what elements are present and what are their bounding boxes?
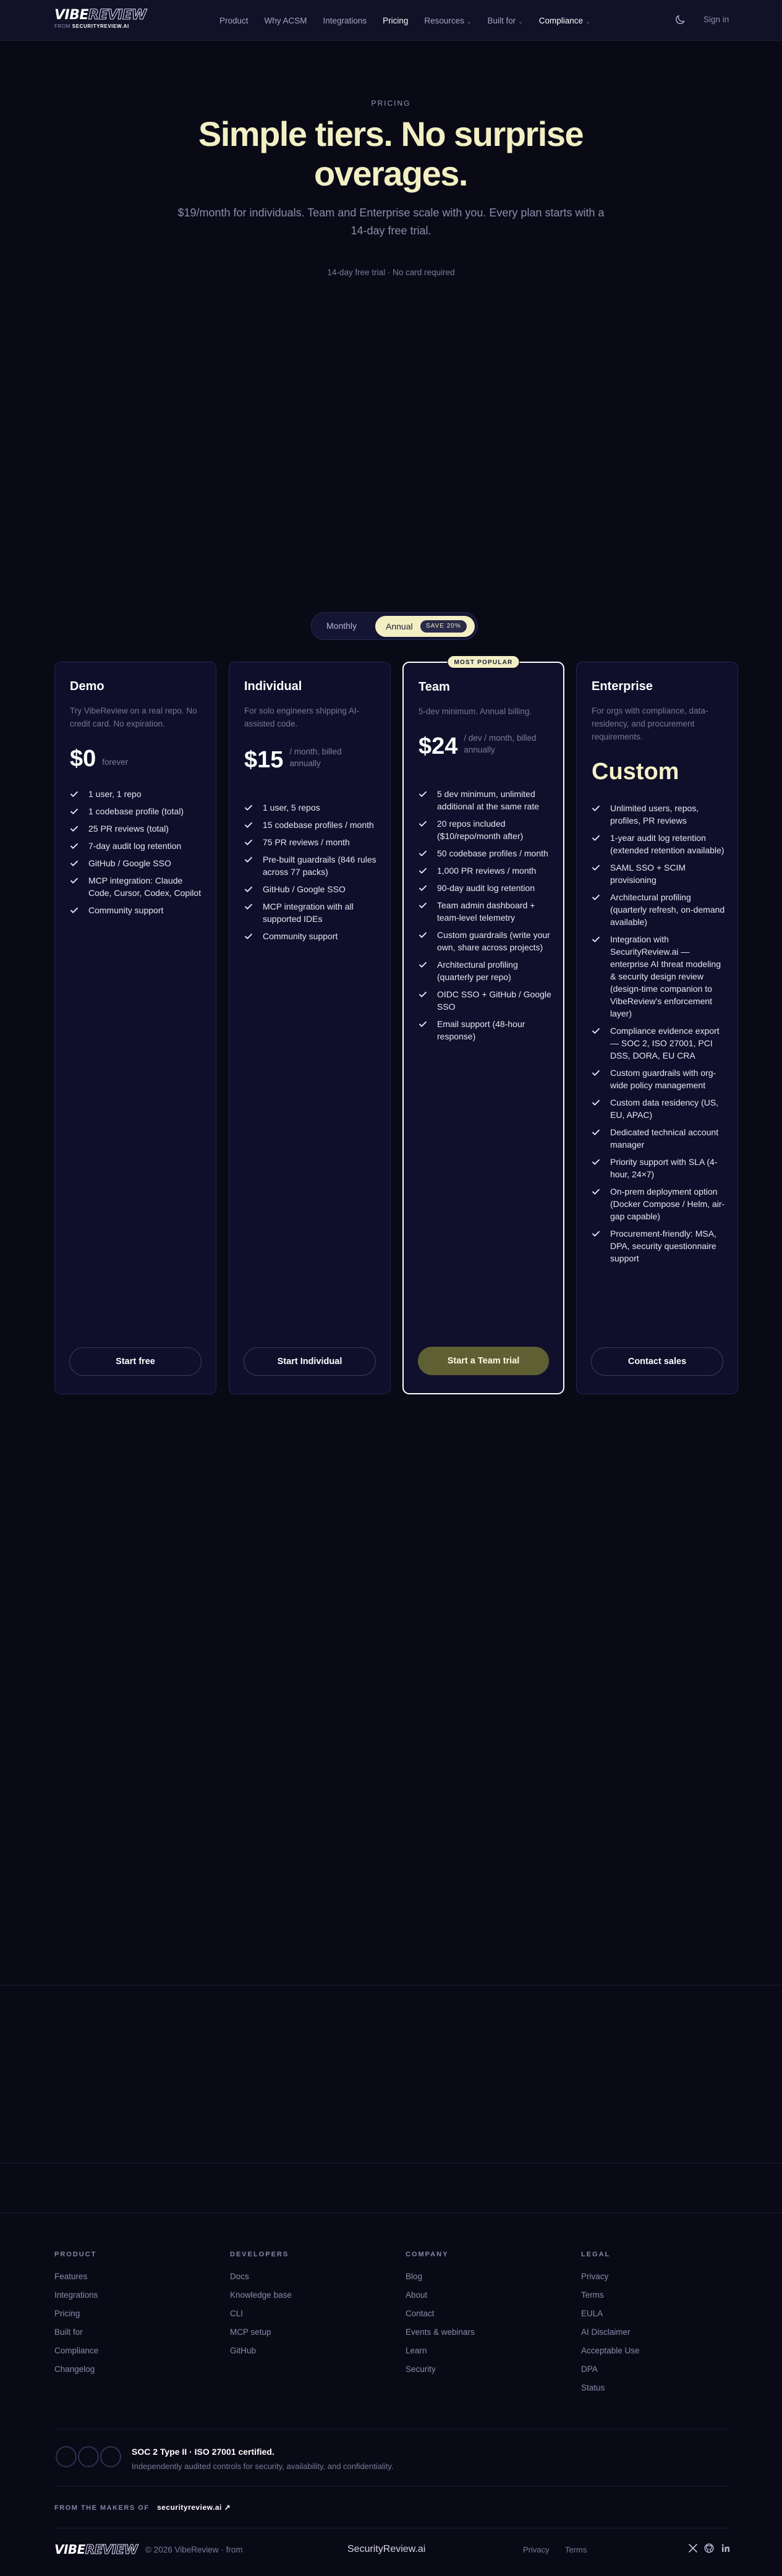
nav-link-resources-label: Resources <box>424 15 464 25</box>
footer-column-legal <box>581 2251 640 2402</box>
feature-text: On-prem deployment option (Docker Compose / Helm, air-gap capable) <box>610 1187 725 1221</box>
footer-logo[interactable] <box>54 2542 138 2557</box>
feature-item <box>592 1156 726 1180</box>
plan-description: 5-dev minimum. Annual billing. <box>419 707 532 716</box>
feature-text: 5 dev minimum, unlimited additional at the same rate <box>437 789 539 811</box>
plan-card-enterprise <box>576 662 738 1394</box>
footer-link-changelog[interactable]: Changelog <box>54 2365 95 2374</box>
plan-description: Try VibeReview on a real repo. No credit card. No expiration. <box>70 706 197 728</box>
feature-text: Community support <box>88 905 164 915</box>
nav-link-why-acsm[interactable]: Why ACSM <box>264 15 307 25</box>
feature-item <box>592 1227 726 1265</box>
plan-description: For solo engineers shipping AI-assisted code. <box>244 706 360 728</box>
logo-wordmark: VIBEREVIEW <box>54 2542 138 2557</box>
feature-item <box>244 801 379 814</box>
plan-description: For orgs with compliance, data-residency, and procurement requirements. <box>592 706 708 741</box>
footer-link-contact[interactable]: Contact <box>406 2309 435 2318</box>
footer-link-built-for[interactable]: Built for <box>54 2327 83 2337</box>
feature-text: GitHub / Google SSO <box>88 858 171 868</box>
hero-subtitle: $19/month for individuals. Team and Enterprise scale with you. Every plan starts with a 14-day free trial. <box>177 207 605 237</box>
contact-sales-button[interactable]: Contact sales <box>591 1347 723 1376</box>
chevron-down-icon: ⌄ <box>466 18 472 25</box>
feature-text: Architectural profiling (quarterly per repo) <box>437 960 518 982</box>
certification-badges-icon <box>54 2445 122 2468</box>
moon-icon[interactable] <box>674 14 686 26</box>
plan-price <box>244 746 354 773</box>
feature-list <box>244 801 379 947</box>
feature-list <box>70 788 205 921</box>
check-icon <box>592 1229 600 1238</box>
check-icon <box>70 842 79 850</box>
feature-text: Community support <box>263 931 338 941</box>
check-icon <box>592 1068 600 1077</box>
footer-link-github[interactable]: GitHub <box>230 2346 257 2355</box>
feature-text: SAML SSO + SCIM provisioning <box>610 863 686 885</box>
feature-text: Integration with SecurityReview.ai — enterprise AI threat modeling & security design review (design-time companion to VibeReview's enforcement layer) <box>610 934 721 1018</box>
feature-text: Team admin dashboard + team-level telemetry <box>437 900 535 923</box>
feature-item <box>70 788 205 800</box>
check-icon <box>70 906 79 915</box>
signin-link[interactable]: Sign in <box>703 15 729 24</box>
check-icon <box>592 1187 600 1196</box>
feature-text: GitHub / Google SSO <box>263 884 346 894</box>
top-navbar <box>0 0 782 41</box>
footer-link-knowledge-base[interactable]: Knowledge base <box>230 2290 292 2300</box>
footer-column-developers <box>230 2251 292 2365</box>
footer-link-pricing[interactable]: Pricing <box>54 2309 80 2318</box>
price-period: / dev / month, billed annually <box>464 733 537 754</box>
feature-item <box>244 819 379 831</box>
feature-item <box>419 847 552 859</box>
footer-privacy-link[interactable]: Privacy <box>523 2545 550 2554</box>
feature-item <box>592 1067 726 1091</box>
footer-link-status[interactable]: Status <box>581 2383 605 2392</box>
most-popular-badge: MOST POPULAR <box>448 655 520 668</box>
footer-link-eula[interactable]: EULA <box>581 2309 603 2318</box>
feature-item <box>592 1126 726 1151</box>
footer-link-docs[interactable]: Docs <box>230 2272 249 2281</box>
check-icon <box>592 863 600 872</box>
soc-subtitle: Independently audited controls for security, availability, and confidentiality. <box>132 2462 394 2471</box>
plan-price <box>70 746 128 772</box>
soc-title: SOC 2 Type II · ISO 27001 certified. <box>132 2447 274 2457</box>
footer-heading: LEGAL <box>581 2251 611 2258</box>
check-icon <box>419 901 427 910</box>
feature-item <box>419 929 552 953</box>
feature-item <box>592 933 726 1020</box>
plan-card-individual <box>229 662 391 1394</box>
feature-text: MCP integration with all supported IDEs <box>263 902 354 924</box>
nav-link-compliance-label: Compliance <box>538 15 584 25</box>
makers-line <box>54 2503 231 2512</box>
feature-item <box>244 900 379 925</box>
feature-item <box>592 1025 726 1062</box>
check-icon <box>592 935 600 944</box>
nav-link-resources[interactable] <box>424 16 471 25</box>
feature-item <box>419 1018 552 1043</box>
price-amount: $0 <box>70 746 96 772</box>
plan-card-demo <box>54 662 216 1394</box>
check-icon <box>419 1020 427 1028</box>
chevron-down-icon: ⌄ <box>585 18 590 25</box>
makers-prefix: FROM THE MAKERS OF <box>54 2504 150 2512</box>
price-amount: Custom <box>592 759 679 785</box>
check-icon <box>592 804 600 812</box>
toggle-annual-label: Annual <box>386 621 413 631</box>
feature-item <box>70 857 205 869</box>
footer-terms-link[interactable]: Terms <box>565 2545 587 2554</box>
feature-item <box>419 899 552 924</box>
start-team-trial-button[interactable]: Start a Team trial <box>418 1347 549 1375</box>
footer-link-features[interactable]: Features <box>54 2272 88 2281</box>
feature-item <box>70 805 205 817</box>
feature-text: 1 user, 5 repos <box>263 803 320 812</box>
linkedin-icon[interactable] <box>720 2543 731 2554</box>
check-icon <box>244 838 253 847</box>
feature-item <box>244 836 379 848</box>
feature-item <box>419 958 552 983</box>
plan-card-team <box>402 659 564 1394</box>
feature-text: OIDC SSO + GitHub / Google SSO <box>437 989 551 1012</box>
nav-link-built-for-label: Built for <box>487 15 516 25</box>
feature-item <box>592 1185 726 1222</box>
check-icon <box>419 931 427 939</box>
start-individual-button[interactable]: Start Individual <box>244 1347 376 1376</box>
footer-link-about[interactable]: About <box>406 2290 428 2300</box>
feature-text: Custom guardrails (write your own, share across projects) <box>437 930 550 952</box>
footer-link-events-webinars[interactable]: Events & webinars <box>406 2327 475 2337</box>
feature-item <box>244 883 379 895</box>
footer-heading: PRODUCT <box>54 2251 97 2258</box>
nav-links <box>219 0 606 41</box>
check-icon <box>419 849 427 858</box>
feature-item <box>419 864 552 877</box>
nav-link-compliance[interactable] <box>539 16 590 25</box>
check-icon <box>419 819 427 828</box>
check-icon <box>70 790 79 798</box>
price-period: forever <box>102 757 129 767</box>
feature-item <box>244 853 379 878</box>
footer-link-mcp-setup[interactable]: MCP setup <box>230 2327 271 2337</box>
check-icon <box>592 1098 600 1107</box>
section-divider <box>0 2212 782 2213</box>
footer-link-acceptable-use[interactable]: Acceptable Use <box>581 2346 640 2355</box>
nav-link-integrations[interactable]: Integrations <box>323 15 367 25</box>
feature-text: 90-day audit log retention <box>437 883 535 893</box>
footer-heading: COMPANY <box>406 2251 449 2258</box>
hero-title: Simple tiers. No surprise overages. <box>198 114 584 193</box>
check-icon <box>419 990 427 999</box>
check-icon <box>70 824 79 833</box>
check-icon <box>244 803 253 812</box>
plan-name: Team <box>419 680 450 694</box>
feature-text: 1 codebase profile (total) <box>88 806 184 816</box>
makers-link[interactable]: securityreview.ai ↗ <box>157 2503 231 2512</box>
feature-text: 15 codebase profiles / month <box>263 820 374 830</box>
feature-text: Architectural profiling (quarterly refresh, on-demand available) <box>610 892 725 927</box>
start-free-button[interactable]: Start free <box>69 1347 202 1376</box>
plan-name: Individual <box>244 680 302 693</box>
footer-heading: DEVELOPERS <box>230 2251 289 2258</box>
toggle-annual[interactable] <box>375 616 475 637</box>
feature-item <box>419 817 552 842</box>
feature-item <box>592 861 726 886</box>
logo-subline: FROM SECURITYREVIEW.AI <box>54 23 129 29</box>
check-icon <box>419 960 427 969</box>
footer-link-dpa[interactable]: DPA <box>581 2365 598 2374</box>
check-icon <box>244 855 253 864</box>
check-icon <box>592 1158 600 1166</box>
footer-link-integrations[interactable]: Integrations <box>54 2290 98 2300</box>
save-badge: SAVE 20% <box>420 620 467 633</box>
feature-item <box>244 930 379 942</box>
price-amount: $24 <box>419 733 458 759</box>
feature-text: Pre-built guardrails (846 rules across 77 packs) <box>263 855 376 877</box>
copyright-brand-link[interactable]: SecurityReview.ai <box>347 2544 426 2554</box>
footer-link-ai-disclaimer[interactable]: AI Disclaimer <box>581 2327 631 2337</box>
check-icon <box>419 884 427 892</box>
check-icon <box>592 1128 600 1137</box>
site-logo[interactable] <box>54 8 147 29</box>
feature-text: Unlimited users, repos, profiles, PR reviews <box>610 803 699 825</box>
chevron-down-icon: ⌄ <box>518 18 523 25</box>
feature-text: Email support (48-hour response) <box>437 1019 525 1041</box>
hero-meta: 14-day free trial · No card required <box>327 268 455 277</box>
feature-text: Priority support with SLA (4-hour, 24×7) <box>610 1157 718 1179</box>
check-icon <box>70 859 79 868</box>
footer-link-security[interactable]: Security <box>406 2365 436 2374</box>
feature-item <box>70 904 205 916</box>
check-icon <box>592 893 600 902</box>
feature-text: 1-year audit log retention (extended retention available) <box>610 833 725 855</box>
feature-item <box>419 788 552 812</box>
hero-eyebrow: PRICING <box>371 99 411 108</box>
feature-text: Compliance evidence export — SOC 2, ISO 27001, PCI DSS, DORA, EU CRA <box>610 1026 720 1060</box>
check-icon <box>244 821 253 829</box>
footer-link-learn[interactable]: Learn <box>406 2346 427 2355</box>
footer-link-compliance[interactable]: Compliance <box>54 2346 99 2355</box>
check-icon <box>419 866 427 875</box>
footer-link-cli[interactable]: CLI <box>230 2309 244 2318</box>
feature-text: Custom guardrails with org-wide policy management <box>610 1068 716 1090</box>
plan-price <box>419 732 550 759</box>
feature-text: 75 PR reviews / month <box>263 837 350 847</box>
feature-item <box>70 874 205 899</box>
toggle-monthly[interactable]: Monthly <box>326 621 357 631</box>
check-icon <box>70 807 79 816</box>
nav-link-pricing[interactable]: Pricing <box>383 15 409 25</box>
feature-item <box>419 988 552 1013</box>
feature-text: Procurement-friendly: MSA, DPA, security questionnaire support <box>610 1229 716 1263</box>
github-icon[interactable] <box>703 2543 715 2554</box>
nav-link-built-for[interactable] <box>487 16 522 25</box>
check-icon <box>244 885 253 893</box>
footer-column-product <box>54 2251 98 2383</box>
feature-text: 1 user, 1 repo <box>88 789 142 799</box>
feature-item <box>70 822 205 835</box>
logo-wordmark: VIBEREVIEW <box>54 7 147 23</box>
feature-item <box>419 882 552 894</box>
footer-column-company <box>406 2251 475 2383</box>
billing-toggle <box>311 612 478 640</box>
feature-item <box>592 832 726 856</box>
copyright-text: © 2026 VibeReview · from <box>145 2545 243 2554</box>
plan-name: Enterprise <box>592 680 653 693</box>
feature-list <box>419 788 552 1047</box>
feature-text: 25 PR reviews (total) <box>88 824 169 834</box>
footer-link-terms[interactable]: Terms <box>581 2290 604 2300</box>
plan-name: Demo <box>70 680 104 693</box>
check-icon <box>244 902 253 911</box>
section-divider <box>0 2163 782 2164</box>
check-icon <box>419 790 427 798</box>
feature-item <box>592 1096 726 1121</box>
price-amount: $15 <box>244 747 284 773</box>
feature-item <box>592 891 726 928</box>
feature-item <box>70 840 205 852</box>
check-icon <box>70 876 79 885</box>
feature-text: 1,000 PR reviews / month <box>437 866 537 876</box>
check-icon <box>592 1026 600 1035</box>
check-icon <box>244 932 253 940</box>
nav-link-product[interactable]: Product <box>219 15 249 25</box>
footer-link-blog[interactable]: Blog <box>406 2272 423 2281</box>
feature-text: MCP integration: Claude Code, Cursor, Codex, Copilot <box>88 876 202 898</box>
feature-text: 20 repos included ($10/repo/month after) <box>437 819 524 841</box>
feature-text: 50 codebase profiles / month <box>437 848 548 858</box>
feature-text: Custom data residency (US, EU, APAC) <box>610 1098 719 1120</box>
check-icon <box>592 834 600 842</box>
feature-text: Dedicated technical account manager <box>610 1127 719 1149</box>
footer-link-privacy[interactable]: Privacy <box>581 2272 609 2281</box>
feature-item <box>592 802 726 827</box>
x-icon[interactable] <box>687 2543 699 2554</box>
feature-text: 7-day audit log retention <box>88 841 182 851</box>
price-period: / month, billed annually <box>289 747 342 768</box>
feature-list <box>592 802 726 1269</box>
